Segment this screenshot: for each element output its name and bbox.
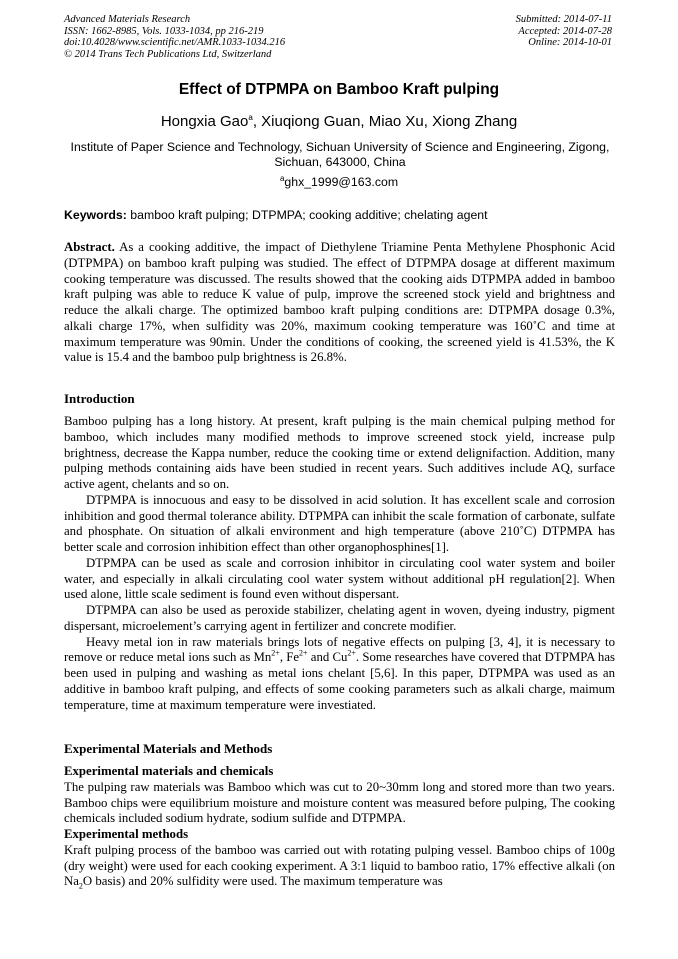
intro-p5-text-a: Heavy metal ion in raw materials brings lots of negative effects on pulping [3, 4], it is necessary to remove or reduce metal ions such as Mn	[64, 634, 615, 665]
intro-paragraph-5	[64, 635, 615, 714]
journal-name: Advanced Materials Research	[64, 14, 191, 25]
author-first: Hongxia Gao	[160, 113, 249, 130]
intro-paragraph-2: DTPMPA is innocuous and easy to be dissolved in acid solution. It has excellent scale and corrosion inhibition and good thermal tolerance ability. DTPMPA can inhibit the scale formation of carbonate, sulfate and phosphate. On situation of alkali environment and high temperature (above 210˚C) DTPMPA has better scale and corrosion inhibition effect than other organophosphines[1].	[64, 492, 615, 554]
keywords-label: Keywords:	[64, 208, 127, 222]
na2-subscript: 2	[78, 881, 83, 891]
author-email	[0, 175, 678, 189]
cu-charge: 2+	[347, 648, 356, 658]
introduction-body	[64, 414, 615, 713]
email-text: ghx_1999@163.com	[284, 175, 399, 189]
introduction-heading: Introduction	[64, 391, 135, 406]
paper-title: Effect of DTPMPA on Bamboo Kraft pulping	[178, 81, 500, 98]
accepted-date: Accepted: 2014-07-28	[518, 25, 612, 37]
intro-paragraph-1: Bamboo pulping has a long history. At present, kraft pulping is the main chemical pulping method for bamboo, which includes many modified methods to improve screened stock yield, increase pulp brightness, decrease the Kappa number, reduce the cooking time or extend delignifaction. Addition, many pulping methods containing aids have been studied in recent years. Such additives include AQ, surface active agent, chelants and so on.	[64, 414, 615, 491]
intro-paragraph-4: DTPMPA can also be used as peroxide stabilizer, chelating agent in woven, dyeing industry, pigment dispersant, microelement’s carrying agent in fertilizer and concrete modifier.	[64, 603, 615, 633]
methods-subheading: Experimental methods	[64, 827, 189, 841]
keywords	[64, 208, 616, 222]
materials-subheading: Experimental materials and chemicals	[64, 764, 274, 778]
fe-charge: 2+	[299, 648, 308, 658]
abstract-label: Abstract.	[64, 240, 115, 254]
online-date: Online: 2014-10-01	[528, 37, 612, 48]
materials-paragraph: The pulping raw materials was Bamboo which was cut to 20~30mm long and stored more than two years. Bamboo chips were equilibrium moisture and moisture content was measured before pulping, The cooking chemicals included sodium hydrate, sodium sulfide and DTPMPA.	[64, 779, 615, 826]
journal-header-right	[516, 14, 612, 49]
submitted-date: Submitted: 2014-07-11	[515, 14, 612, 25]
intro-p5-text-d: . Some researches have covered that DTPMPA has been used in pulping and washing as metal ions chelant [5,6]. In this paper, DTPMPA was used as an additive in bamboo kraft pulping, and effects of some cooking parameters such as alkali charge, maimum temperature, time at maximum temperature were investiated.	[64, 650, 615, 712]
methods-heading: Experimental Materials and Methods	[64, 741, 273, 756]
intro-p5-text-c: and Cu	[307, 650, 348, 665]
mn-charge: 2+	[271, 648, 280, 658]
author-list	[0, 113, 678, 130]
author-rest: , Xiuqiong Guan, Miao Xu, Xiong Zhang	[252, 113, 518, 130]
abstract-text: As a cooking additive, the impact of Diethylene Triamine Penta Methylene Phosphonic Acid (DTPMPA) on bamboo kraft pulping was studied. The effect of DTPMPA dosage at different maximum cooking temperature was discussed. The results showed that the cooking aids DTPMPA added in bamboo kraft pulping was able to reduce K value of pulp, improve the screened stock yield and brightness and reduce the alkali charge. The optimized bamboo kraft pulping conditions are: DTPMPA dosage 0.3%, alkali charge 17%, when sulfidity was 20%, maximum cooking temperature was 160˚C and time at maximum temperature was 90min. Under the conditions of cooking, the screened yield is 41.53%, the K value is 15.4 and the bamboo pulp brightness is 26.8%.	[64, 240, 615, 365]
methods-p2-text-b: O basis) and 20% sulfidity were used. The maximum temperature was	[82, 874, 443, 889]
intro-paragraph-3: DTPMPA can be used as scale and corrosion inhibitor in circulating cool water system and boiler water, and especially in alkali circulating cool water system without additional pH regulation[2]. When used alone, little scale sediment is found even without dispersant.	[64, 555, 615, 602]
methods-body	[64, 764, 615, 890]
journal-header-left	[64, 14, 285, 60]
affiliation: Institute of Paper Science and Technology, Sichuan University of Science and Engineering, Zigong, Sichuan, 643000, China	[70, 140, 610, 169]
journal-copyright: © 2014 Trans Tech Publications Ltd, Switzerland	[64, 48, 272, 60]
abstract	[64, 240, 615, 366]
journal-doi: doi:10.4028/www.scientific.net/AMR.1033-1034.216	[64, 37, 286, 48]
journal-issn: ISSN: 1662-8985, Vols. 1033-1034, pp 216-219	[64, 25, 264, 37]
keywords-text: bamboo kraft pulping; DTPMPA; cooking additive; chelating agent	[126, 208, 488, 222]
email-sup: a	[279, 173, 285, 183]
methods-p2-text-a: Kraft pulping process of the bamboo was carried out with rotating pulping vessel. Bamboo chips of 100g (dry weight) were used for each cooking experiment. A 3:1 liquid to bamboo ratio, 17% effective alkali (on Na	[64, 842, 615, 889]
intro-p5-text-b: , Fe	[279, 650, 300, 665]
author-first-sup: a	[248, 113, 253, 122]
methods-paragraph	[64, 843, 615, 890]
